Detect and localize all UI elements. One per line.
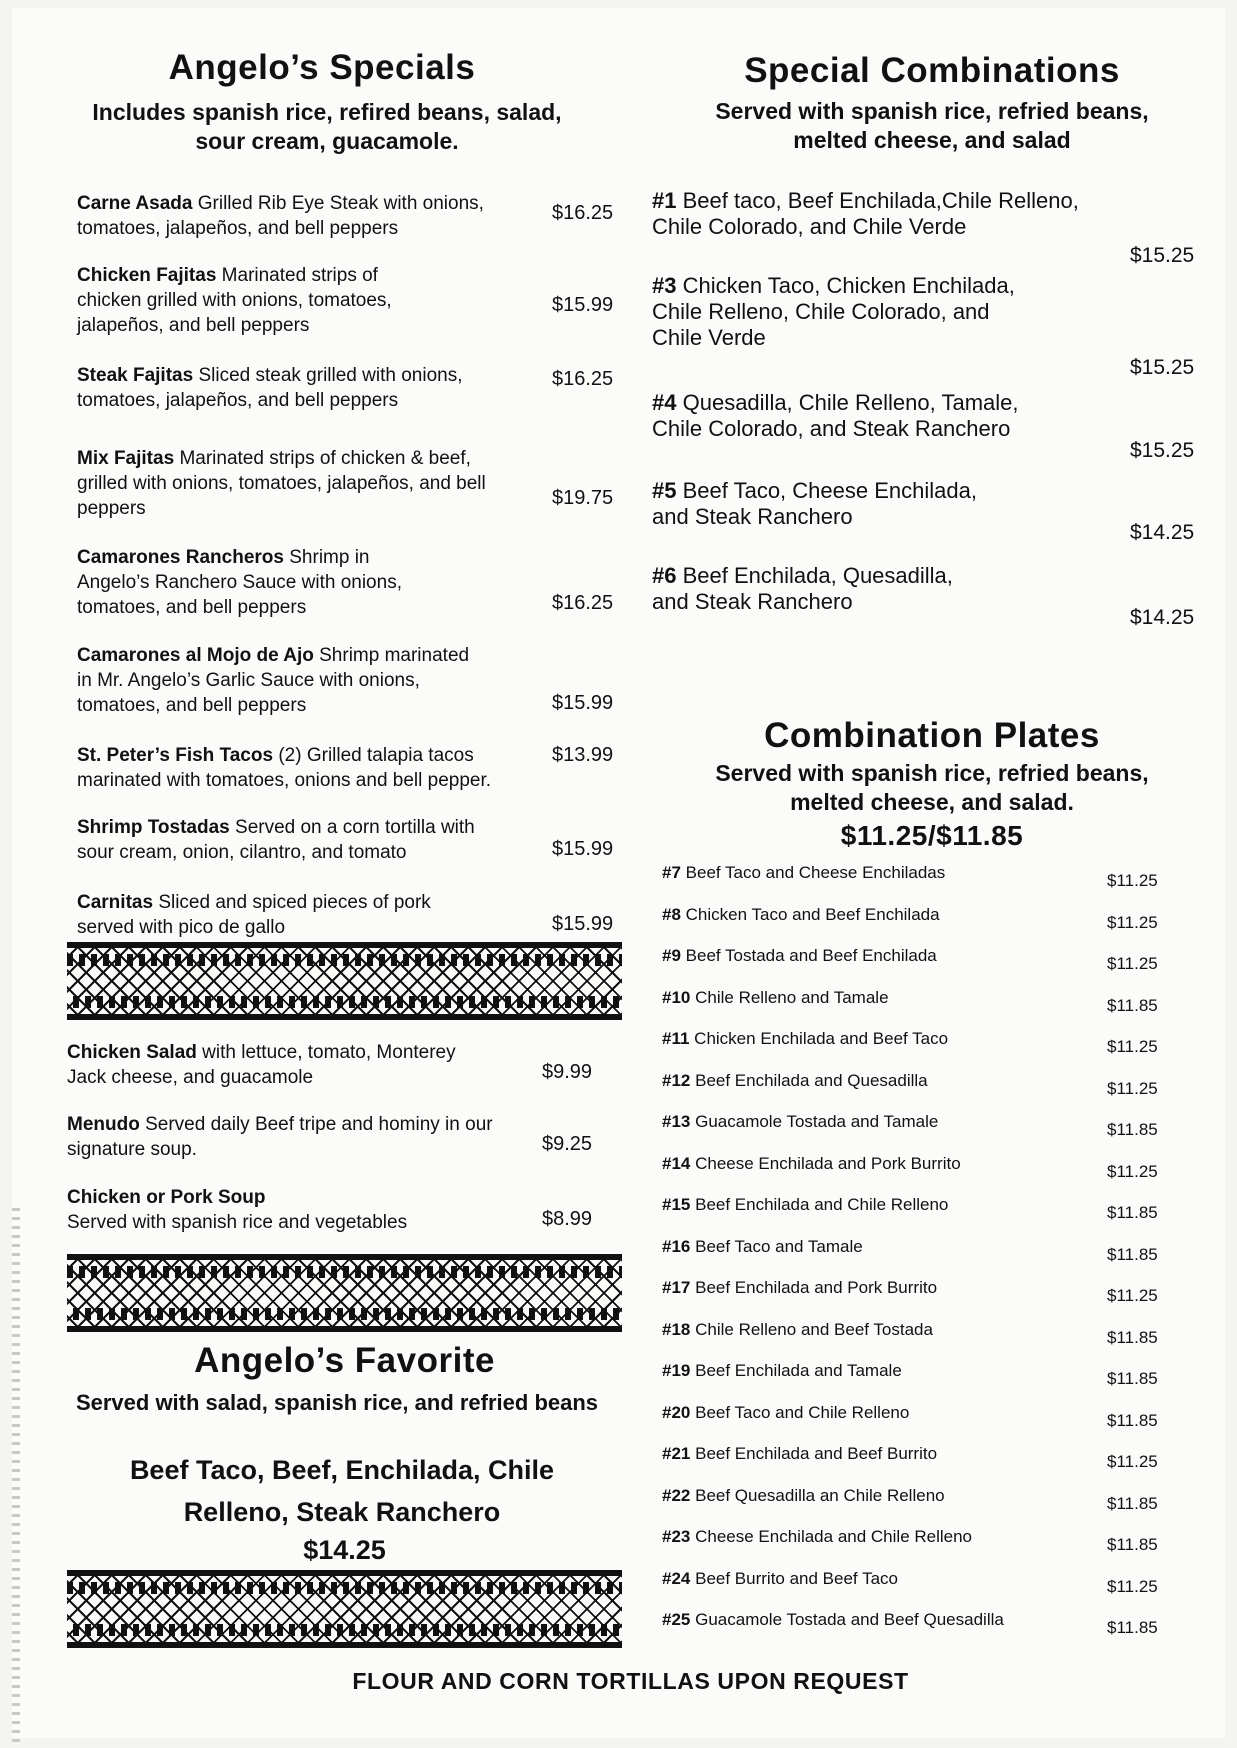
plate-desc: Beef Enchilada and Quesadilla [695, 1070, 928, 1090]
plate-desc: Beef Enchilada and Tamale [695, 1361, 902, 1380]
item-desc: with lettuce, tomato, Monterey Jack cheese, and guacamole [67, 1042, 456, 1088]
plate-desc-wrap [662, 1195, 948, 1215]
plate-desc: Cheese Enchilada and Chile Relleno [695, 1527, 973, 1546]
special-combinations-subtitle: Served with spanish rice, refried beans, melted cheese, and salad [715, 98, 1149, 153]
specials-subtitle: Includes spanish rice, refired beans, salad, sour cream, guacamole. [92, 99, 562, 154]
item-name: St. Peter’s Fish Tacos [77, 745, 274, 766]
combination-plates-price-range: $11.25/$11.85 [840, 820, 1024, 851]
plate-desc: Chile Relleno and Tamale [695, 987, 889, 1007]
plate-price: $11.85 [1107, 995, 1158, 1015]
plate-price: $11.85 [1107, 1203, 1158, 1222]
item-price: $15.99 [552, 838, 614, 860]
item-name: Carne Asada [77, 193, 193, 214]
plate-price: $11.85 [1107, 1327, 1158, 1347]
plate-desc: Beef Taco and Tamale [695, 1236, 863, 1256]
item-price: $19.75 [552, 487, 614, 509]
plate-number: #23 [662, 1527, 691, 1546]
item-desc: Sliced and spiced pieces of pork served with pico de gallo [77, 892, 431, 938]
plate-number: #17 [662, 1278, 691, 1297]
plate-number: #19 [662, 1361, 691, 1380]
item-desc: Shrimp in Angelo’s Ranchero Sauce with onions, tomatoes, and bell peppers [77, 547, 402, 618]
combo-price: $14.25 [1130, 606, 1195, 629]
plate-number: #10 [662, 987, 691, 1007]
plate-desc-wrap [662, 1278, 937, 1298]
footer-note: FLOUR AND CORN TORTILLAS UPON REQUEST [352, 1668, 909, 1694]
combo-number: #4 [652, 390, 677, 415]
combination-plates-title: Combination Plates [764, 716, 1100, 755]
plate-price: $11.85 [1107, 1618, 1158, 1637]
combo-desc: Quesadilla, Chile Relleno, Tamale, Chile Colorado, and Steak Ranchero [652, 390, 1019, 441]
item-name: Chicken Fajitas [77, 265, 217, 286]
plate-number: #12 [662, 1070, 691, 1090]
plate-desc-wrap [662, 1610, 1004, 1630]
plate-number: #16 [662, 1236, 691, 1256]
plate-desc-wrap [662, 1154, 961, 1174]
plate-desc: Chicken Enchilada and Beef Taco [694, 1029, 949, 1048]
plate-price: $11.25 [1107, 871, 1158, 890]
item-desc: Served on a corn tortilla with sour cream, onion, cilantro, and tomato [77, 817, 475, 863]
plate-desc: Chicken Taco and Beef Enchilada [685, 904, 940, 924]
plate-price: $11.25 [1107, 1078, 1158, 1098]
favorite-price: $14.25 [303, 1535, 386, 1565]
plate-price: $11.25 [1107, 1161, 1158, 1181]
plate-desc-wrap [662, 1527, 972, 1547]
combo-number: #5 [652, 478, 677, 503]
plate-desc-wrap [662, 1444, 937, 1464]
zigzag-divider [67, 942, 622, 1020]
plate-desc: Beef Tostada and Beef Enchilada [685, 946, 937, 965]
plate-number: #25 [662, 1610, 691, 1629]
item-desc: (2) Grilled talapia tacos marinated with tomatoes, onions and bell pepper. [77, 745, 492, 791]
item-price: $13.99 [552, 744, 614, 766]
plate-price: $11.85 [1107, 1120, 1158, 1139]
plate-desc-wrap [662, 1320, 933, 1340]
item-price: $16.25 [552, 202, 614, 224]
item-price: $9.99 [542, 1061, 593, 1083]
item-desc: Marinated strips of chicken & beef, grilled with onions, tomatoes, jalapeños, and bell peppers [77, 448, 486, 519]
item-desc: Grilled Rib Eye Steak with onions, tomatoes, jalapeños, and bell peppers [77, 193, 484, 239]
item-price: $8.99 [542, 1208, 593, 1230]
item-desc: Shrimp marinated in Mr. Angelo’s Garlic Sauce with onions, tomatoes, and bell peppers [77, 645, 470, 716]
item-price: $15.99 [552, 913, 614, 935]
combo-number: #3 [652, 273, 677, 298]
combo-desc: Beef taco, Beef Enchilada,Chile Relleno, Chile Colorado, and Chile Verde [652, 188, 1079, 239]
plate-price: $11.25 [1107, 1576, 1158, 1596]
item-name: Chicken Salad [67, 1042, 197, 1063]
plate-desc-wrap [662, 1029, 948, 1049]
plate-price: $11.25 [1107, 1452, 1158, 1471]
plate-number: #8 [662, 904, 681, 924]
plate-desc-wrap [662, 1486, 945, 1506]
item-desc: Marinated strips of chicken grilled with onions, tomatoes, jalapeños, and bell peppers [77, 265, 392, 336]
plate-desc-wrap [662, 863, 945, 883]
item-price: $16.25 [552, 368, 614, 390]
item-name: Mix Fajitas [77, 448, 175, 469]
combo-number: #1 [652, 188, 677, 213]
plate-number: #20 [662, 1402, 691, 1422]
item-name: Chicken or Pork Soup [67, 1187, 266, 1208]
plate-number: #9 [662, 946, 681, 965]
zigzag-divider [67, 1254, 622, 1332]
plate-desc: Beef Quesadilla an Chile Relleno [695, 1485, 945, 1505]
plate-desc: Beef Enchilada and Pork Burrito [695, 1278, 938, 1297]
combo-price: $14.25 [1130, 521, 1195, 544]
plate-price: $11.25 [1107, 954, 1158, 973]
plate-desc: Chile Relleno and Beef Tostada [695, 1319, 933, 1339]
plate-desc-wrap [662, 946, 937, 966]
item-desc: Served daily Beef tripe and hominy in our signature soup. [67, 1114, 493, 1160]
favorite-subtitle: Served with salad, spanish rice, and refried beans [75, 1390, 599, 1415]
item-name: Camarones al Mojo de Ajo [77, 645, 314, 666]
plate-desc-wrap [662, 1112, 938, 1132]
plate-desc: Beef Taco and Cheese Enchiladas [685, 863, 946, 882]
zigzag-divider [67, 1570, 622, 1648]
favorite-title: Angelo’s Favorite [194, 1341, 495, 1380]
plate-desc: Beef Enchilada and Chile Relleno [695, 1195, 949, 1214]
plate-desc-wrap [662, 1403, 909, 1423]
plate-desc: Cheese Enchilada and Pork Burrito [695, 1153, 961, 1173]
plate-price: $11.25 [1107, 1037, 1158, 1056]
combo-desc: Chicken Taco, Chicken Enchilada, Chile Relleno, Chile Colorado, and Chile Verde [652, 273, 1015, 350]
plate-number: #13 [662, 1112, 691, 1131]
item-price: $9.25 [542, 1133, 593, 1155]
plate-desc-wrap [662, 1361, 902, 1381]
plate-number: #15 [662, 1195, 691, 1214]
combo-price: $15.25 [1130, 439, 1195, 462]
plate-desc: Beef Burrito and Beef Taco [695, 1568, 898, 1588]
plate-desc: Guacamole Tostada and Beef Quesadilla [695, 1610, 1004, 1629]
plate-number: #11 [662, 1029, 690, 1048]
favorite-items: Beef Taco, Beef, Enchilada, Chile Relleno, Steak Ranchero [129, 1455, 555, 1527]
combo-desc: Beef Taco, Cheese Enchilada, and Steak Ranchero [652, 478, 977, 529]
item-name: Carnitas [77, 892, 154, 913]
item-desc: Served with spanish rice and vegetables [67, 1212, 408, 1233]
specials-title: Angelo’s Specials [168, 48, 476, 87]
plate-desc: Guacamole Tostada and Tamale [695, 1112, 939, 1131]
plate-price: $11.25 [1107, 912, 1158, 932]
combo-desc: Beef Enchilada, Quesadilla, and Steak Ranchero [652, 563, 953, 614]
plate-desc-wrap [662, 905, 940, 925]
plate-number: #22 [662, 1485, 691, 1505]
plate-desc-wrap [662, 1071, 928, 1091]
plate-number: #24 [662, 1568, 691, 1588]
combination-plates-subtitle: Served with spanish rice, refried beans, melted cheese, and salad. [715, 760, 1149, 815]
plate-price: $11.85 [1107, 1369, 1158, 1388]
special-combinations-title: Special Combinations [744, 51, 1120, 90]
item-name: Steak Fajitas [77, 365, 194, 386]
item-price: $15.99 [552, 294, 614, 316]
item-name: Menudo [67, 1114, 140, 1135]
item-name: Camarones Rancheros [77, 547, 284, 568]
combo-price: $15.25 [1130, 356, 1195, 379]
combo-number: #6 [652, 563, 677, 588]
item-price: $16.25 [552, 592, 614, 614]
plate-price: $11.85 [1107, 1493, 1158, 1513]
item-desc: Sliced steak grilled with onions, tomatoes, jalapeños, and bell peppers [77, 365, 463, 411]
plate-desc: Beef Taco and Chile Relleno [695, 1402, 910, 1422]
item-price: $15.99 [552, 692, 614, 714]
plate-desc-wrap [662, 988, 889, 1008]
plate-desc-wrap [662, 1569, 898, 1589]
menu-page [12, 8, 1225, 1738]
plate-price: $11.85 [1107, 1244, 1158, 1264]
item-name: Shrimp Tostadas [77, 817, 230, 838]
plate-desc: Beef Enchilada and Beef Burrito [695, 1444, 938, 1463]
plate-number: #14 [662, 1153, 691, 1173]
plate-number: #21 [662, 1444, 691, 1463]
combo-price: $15.25 [1130, 244, 1195, 267]
page-edge [12, 1208, 20, 1748]
plate-desc-wrap [662, 1237, 863, 1257]
plate-number: #7 [662, 863, 681, 882]
plate-price: $11.25 [1107, 1286, 1158, 1305]
plate-price: $11.85 [1107, 1410, 1158, 1430]
plate-number: #18 [662, 1319, 691, 1339]
plate-price: $11.85 [1107, 1535, 1158, 1554]
